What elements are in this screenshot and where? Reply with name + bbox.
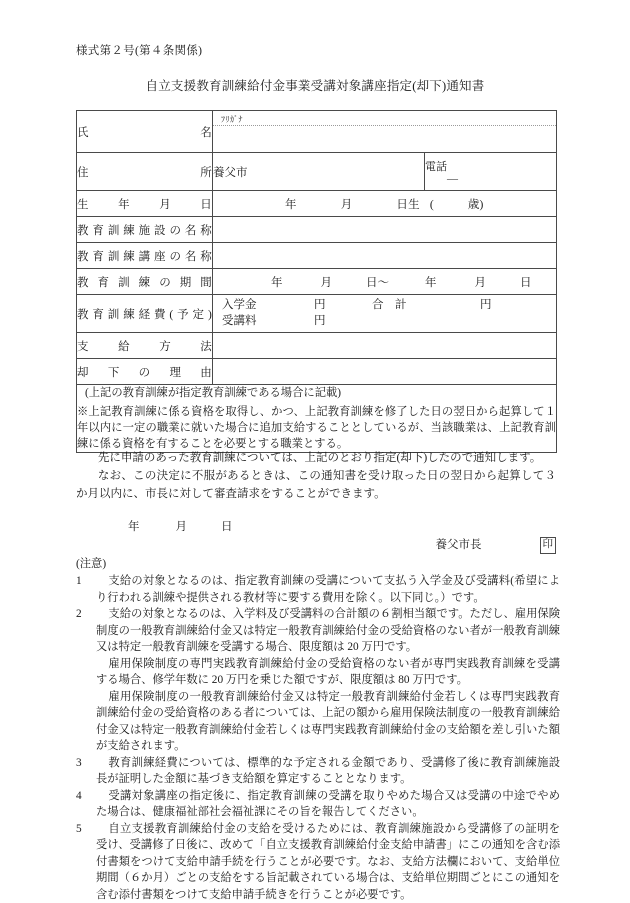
notice-text: 教育訓練経費については、標準的な予定される金額であり、受講修了後に教育訓練施設長が証明した金額に基づき支給額を算定することとなります。 (96, 756, 560, 786)
label-address (77, 153, 213, 191)
notice-text: 支給の対象となるのは、入学料及び受講料の合計額の６割相当額です。ただし、雇用保険制度の一般教育訓練給付金又は特定一般教育訓練給付金の受給資格のない者が一般教育訓練又は特定一般教育訓練を受講する場合、限度額は 20 万円です。 (96, 608, 560, 654)
birth-paren-open: ( (429, 198, 434, 211)
body-paragraph-2: なお、この決定に不服があるときは、この通知書を受け取った日の翌日から起算して３か月以内に、市長に対して審査請求をすることができます。 (76, 469, 556, 500)
notification-body (76, 450, 556, 503)
notice-item (76, 821, 560, 903)
notice-item (76, 788, 560, 821)
period-from-day: 日～ (366, 276, 389, 289)
label-rejection-reason-text: 却 下 の 理 由 (77, 366, 212, 379)
birth-month-unit: 月 (340, 198, 353, 211)
table-row-period (77, 269, 557, 295)
label-course-text: 教育訓練講座の名称 (77, 250, 212, 263)
field-facility-value[interactable] (213, 217, 557, 243)
notice-number: 3 (76, 756, 82, 769)
table-row-birthdate (77, 191, 557, 217)
date-year-unit: 年 (128, 521, 140, 533)
notice-text: 自立支援教育訓練給付金の支給を受けるためには、教育訓練施設から受講修了の証明を受け、受講修了日後に、改めて「自立支援教育訓練給付金支給申請書」にこの通知を含む添付書類をつけて支給申請手続を行うことが必要です。なお、支給方法欄において、支給単位期間（６か月）ごとの支給をする旨記載されている場合は、支給単位期間ごとにこの通知を含む添付書類をつけて支給申請手続きを行うことが必要です。 (96, 822, 560, 901)
label-birthdate (77, 191, 213, 217)
table-row-payment-method (77, 333, 557, 359)
label-facility-text: 教育訓練施設の名称 (77, 224, 212, 237)
notice-text: 受講対象講座の指定後に、指定教育訓練の受講を取りやめた場合又は受講の中途でやめた場合は、健康福祉部社会福祉課にその旨を報告してください。 (96, 789, 560, 819)
period-to-month: 月 (474, 276, 486, 289)
cost-box (213, 295, 556, 332)
notice-number: 5 (76, 822, 82, 835)
field-telephone-cell[interactable] (425, 153, 557, 191)
label-address-text: 住 所 (77, 166, 212, 179)
label-birthdate-text: 生 年 月 日 (77, 198, 212, 211)
field-name-cell[interactable] (213, 111, 557, 153)
birth-age-unit: 歳) (467, 198, 484, 211)
table-row-course (77, 243, 557, 269)
date-line[interactable] (76, 518, 233, 534)
entrance-fee-label: 入学金 (222, 299, 257, 311)
field-address-value[interactable]: 養父市 (213, 153, 425, 191)
date-day-unit: 日 (221, 521, 233, 533)
document-title: 自立支援教育訓練給付金事業受講対象講座指定(却下)通知書 (145, 79, 485, 93)
entrance-fee-unit: 円 (314, 299, 326, 311)
label-rejection-reason (77, 359, 213, 385)
notice-number: 2 (76, 608, 82, 621)
period-to-day: 日 (520, 276, 532, 289)
birthdate-line (213, 196, 556, 212)
seal-stamp-icon: 印 (540, 537, 557, 554)
applicant-form-table (76, 110, 557, 453)
label-name-text: 氏 名 (77, 126, 212, 139)
field-birthdate-cell[interactable] (213, 191, 557, 217)
period-line (213, 274, 556, 290)
field-cost-cell[interactable] (213, 295, 557, 333)
label-facility (77, 217, 213, 243)
birth-year-unit: 年 (285, 198, 297, 211)
label-payment-method (77, 333, 213, 359)
footnote-head: (上記の教育訓練が指定教育訓練である場合に記載) (85, 387, 342, 400)
label-period (77, 269, 213, 295)
notice-subparagraph: 雇用保険制度の専門実践教育訓練給付金の受給資格のない者が専門実践教育訓練を受講する場合、修学年数に 20 万円を乗じた額ですが、限度額は 80 万円です。 (96, 657, 560, 687)
total-unit: 円 (480, 299, 492, 311)
name-input-area[interactable] (213, 126, 556, 149)
date-month-unit: 月 (175, 521, 187, 533)
footnote-cell (77, 385, 557, 453)
label-period-text: 教育訓練の期間 (77, 276, 212, 289)
notice-item (76, 573, 560, 606)
body-paragraph-1: 先に申請のあった教育訓練については、上記のとおり指定(却下)したので通知します。 (97, 452, 542, 464)
tuition-unit: 円 (314, 314, 326, 327)
cost-row-entrance (222, 298, 556, 314)
signer-name: 養父市長 (435, 539, 482, 551)
period-from-year: 年 (271, 276, 283, 289)
label-name (77, 111, 213, 153)
table-row-address (77, 153, 557, 191)
cost-row-tuition (222, 314, 556, 330)
birth-day-unit: 日生 (396, 198, 420, 211)
notice-item (76, 606, 560, 655)
notice-item (76, 755, 560, 788)
table-row-footnote (77, 385, 557, 453)
field-payment-method-value[interactable] (213, 333, 557, 359)
table-row-facility (77, 217, 557, 243)
furigana-label: ﾌﾘｶﾞﾅ (213, 114, 556, 127)
notice-text: 支給の対象となるのは、指定教育訓練の受講について支払う入学金及び受講料(希望により行われる訓練や提供される教材等に要する費用を除く。以下同じ。）です。 (96, 575, 560, 604)
table-row-name (77, 111, 557, 153)
table-row-rejection-reason (77, 359, 557, 385)
field-rejection-reason-value[interactable] (213, 359, 557, 385)
notice-number: 4 (76, 789, 82, 802)
signature-line (76, 536, 556, 554)
period-to-year: 年 (425, 276, 437, 289)
form-code: 様式第２号(第４条関係) (76, 45, 203, 57)
total-label: 合 計 (372, 299, 407, 311)
label-payment-method-text: 支 給 方 法 (77, 340, 212, 353)
telephone-value[interactable]: — (447, 172, 459, 185)
field-period-cell[interactable] (213, 269, 557, 295)
telephone-label: 電話 (425, 161, 447, 174)
footnote-body: ※上記教育訓練に係る資格を取得し、かつ、上記教育訓練を修了した日の翌日から起算して１年以内に一定の職業に就いた場合に追加支給することとしているが、当該職業は、上記教育訓練に係る資格を有することを必要とする職業とする。 (77, 406, 556, 451)
table-row-cost (77, 295, 557, 333)
notice-number: 1 (76, 575, 82, 588)
notices-section (76, 556, 560, 903)
notice-subparagraph: 雇用保険制度の一般教育訓練給付金又は特定一般教育訓練給付金若しくは専門実践教育訓練給付金の受給資格のある者については、上記の額から雇用保険法制度の一般教育訓練給付金又は特定一般教育訓練給付金若しくは専門実践教育訓練給付金の支給額を差し引いた額が支給されます。 (96, 690, 560, 753)
label-cost-text: 教育訓練経費(予定) (77, 308, 212, 321)
label-cost (77, 295, 213, 333)
period-from-month: 月 (320, 276, 332, 289)
notices-title: (注意) (76, 558, 107, 570)
field-course-value[interactable] (213, 243, 557, 269)
tuition-label: 受講料 (222, 314, 257, 327)
label-course (77, 243, 213, 269)
